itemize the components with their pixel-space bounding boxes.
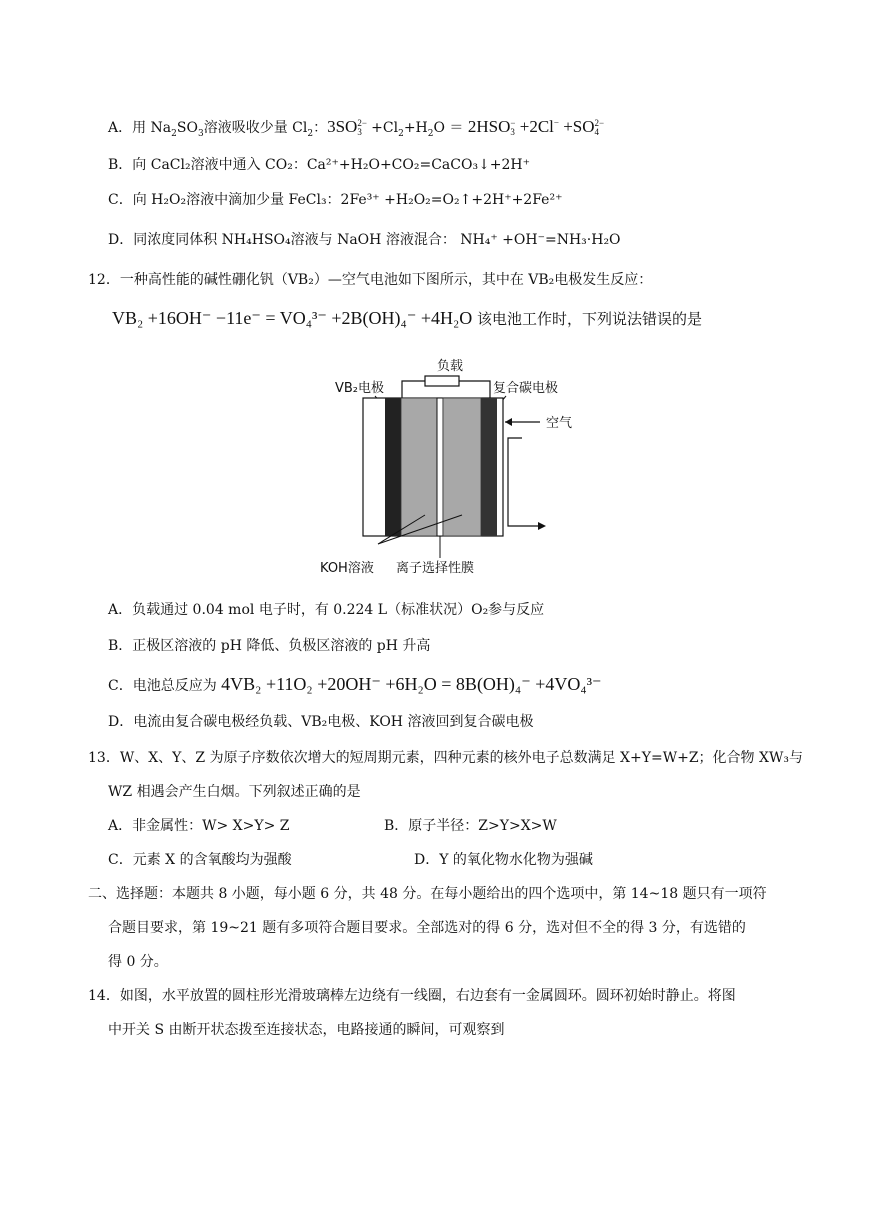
air-out-path [508,438,540,526]
load-label: 负载 [437,359,464,374]
carbon-electrode [481,398,497,536]
q11-option-b: B．向 CaCl₂溶液中通入 CO₂：Ca²⁺+H₂O+CO₂=CaCO₃↓+2H⁺ [108,157,531,173]
q11-option-d: D．同浓度同体积 NH₄HSO₄溶液与 NaOH 溶液混合： NH₄⁺ +OH⁻=NH₃·H₂O [108,232,621,248]
air-in-arrowhead [505,418,512,426]
section2-line-2: 合题目要求，第 19~21 题有多项符合题目要求。全部选对的得 6 分，选对但不全的得 3 分，有选错的 [108,920,746,936]
q12-option-c-label: C．电池总反应为 [108,678,217,694]
q13-option-c: C．元素 X 的含氧酸均为强酸 [108,852,292,868]
q12-stem: 12．一种高性能的碱性硼化钒（VB₂）—空气电池如下图所示，其中在 VB₂电极发生反应： [88,272,653,288]
section2-line-1: 二、选择题：本题共 8 小题，每小题 6 分，共 48 分。在每小题给出的四个选项中，第 14~18 题只有一项符 [88,886,767,902]
ion-membrane [437,398,443,536]
wire-left [402,381,425,398]
q14-line-2: 中开关 S 由断开状态拨至连接状态，电路接通的瞬间，可观察到 [108,1022,505,1038]
air-out-arrowhead [538,522,546,530]
q13-option-b: B．原子半径：Z>Y>X>W [384,818,557,834]
vb2-electrode-label: VB₂电极 [335,381,385,396]
q13-stem-1: 13．W、X、Y、Z 为原子序数依次增大的短周期元素，四种元素的核外电子总数满足 X+Y=W+Z；化合物 XW₃与 [88,750,803,766]
load-resistor [425,376,459,386]
membrane-label: 离子选择性膜 [396,561,475,576]
q12-tail: 该电池工作时，下列说法错误的是 [477,310,703,328]
q12-reaction-line [112,308,702,329]
koh-region-left [401,398,437,536]
battery-diagram [300,350,600,580]
carbon-electrode-label: 复合碳电极 [493,381,559,396]
q13-stem-2: WZ 相遇会产生白烟。下列叙述正确的是 [108,784,361,800]
q12-reaction: VB₂ +16OH⁻ −11e⁻ = VO₄³⁻ +2B(OH)₄⁻ +4H₂O [112,308,473,328]
q12-option-c [108,674,602,696]
wire-right [459,381,490,398]
koh-label: KOH溶液 [320,561,374,576]
q13-option-d: D．Y 的氧化物水化物为强碱 [414,852,593,868]
section2-line-3: 得 0 分。 [108,954,168,970]
q12-option-d: D．电流由复合碳电极经负载、VB₂电极、KOH 溶液回到复合碳电极 [108,714,534,730]
q11-option-a: A．用 $Na_2SO_3$溶液吸收少量 $Cl_2$：3SO 2− 3 $+Cl_2+H_2O = 2HSO$ − 3 +2Cl− +SO 2− 4 [108,117,605,139]
q12-option-b: B．正极区溶液的 pH 降低、负极区溶液的 pH 升高 [108,638,431,654]
q12-option-a: A．负载通过 0.04 mol 电子时，有 0.224 L（标准状况）O₂参与反应 [108,602,545,618]
air-label: 空气 [546,416,573,431]
q12-option-c-eq: 4VB₂ +11O₂ +20OH⁻ +6H₂O = 8B(OH)₄⁻ +4VO₄³⁻ [221,674,602,694]
q13-option-a: A．非金属性：W> X>Y> Z [108,818,290,834]
q11-option-c: C．向 H₂O₂溶液中滴加少量 FeCl₃：2Fe³⁺ +H₂O₂=O₂↑+2H⁺+2Fe²⁺ [108,192,563,208]
vb2-electrode [385,398,401,536]
q14-line-1: 14．如图，水平放置的圆柱形光滑玻璃棒左边绕有一线圈，右边套有一金属圆环。圆环初始时静止。将图 [88,988,736,1004]
